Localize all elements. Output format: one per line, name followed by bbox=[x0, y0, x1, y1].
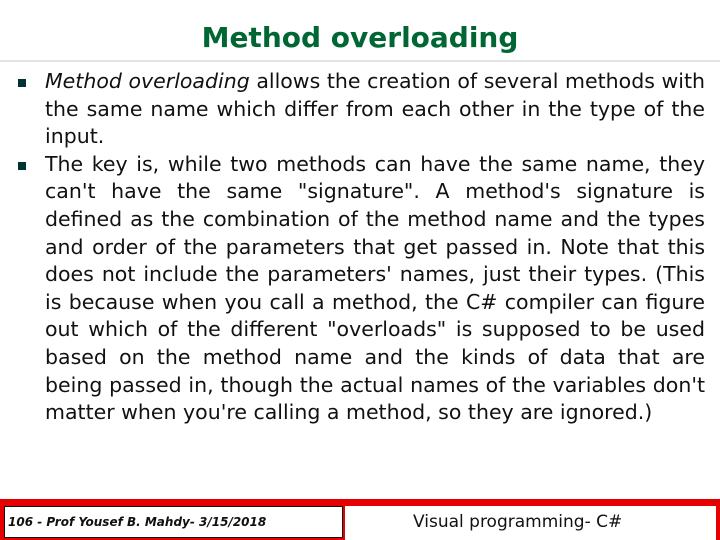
bullet-text: allows the creation of several methods with the same name which differ from each other in the type of the input. bbox=[45, 69, 705, 149]
footer-left-box bbox=[4, 506, 343, 538]
footer-right-box bbox=[345, 506, 716, 540]
title-divider bbox=[0, 60, 720, 62]
slide-title: Method overloading bbox=[201, 21, 519, 54]
footer-slide-info: 106 - Prof Yousef B. Mahdy- 3/15/2018 bbox=[8, 515, 267, 529]
footer-course-name: Visual programming- C# bbox=[413, 512, 623, 532]
bullet-emphasis: Method overloading bbox=[45, 69, 250, 93]
bullet-item-overloading bbox=[18, 68, 705, 151]
bullet-item-signature bbox=[18, 151, 705, 427]
bullet-text: The key is, while two methods can have the same name, they can't have the same "signature". A method's signature is defined as the combination of the method name and the types and order of the parameters that get passed in. Note that this does not include the parameters' names, just their types. (This is because when you call a method, the C# compiler can figure out which of the different "overloads" is supposed to be used based on the method name and the kinds of data that are being passed in, though the actual names of the variables don't matter when you're calling a method, so they are ignored.) bbox=[45, 151, 705, 425]
bullet-list bbox=[18, 68, 705, 427]
square-bullet-icon bbox=[18, 79, 26, 87]
square-bullet-icon bbox=[18, 162, 26, 170]
